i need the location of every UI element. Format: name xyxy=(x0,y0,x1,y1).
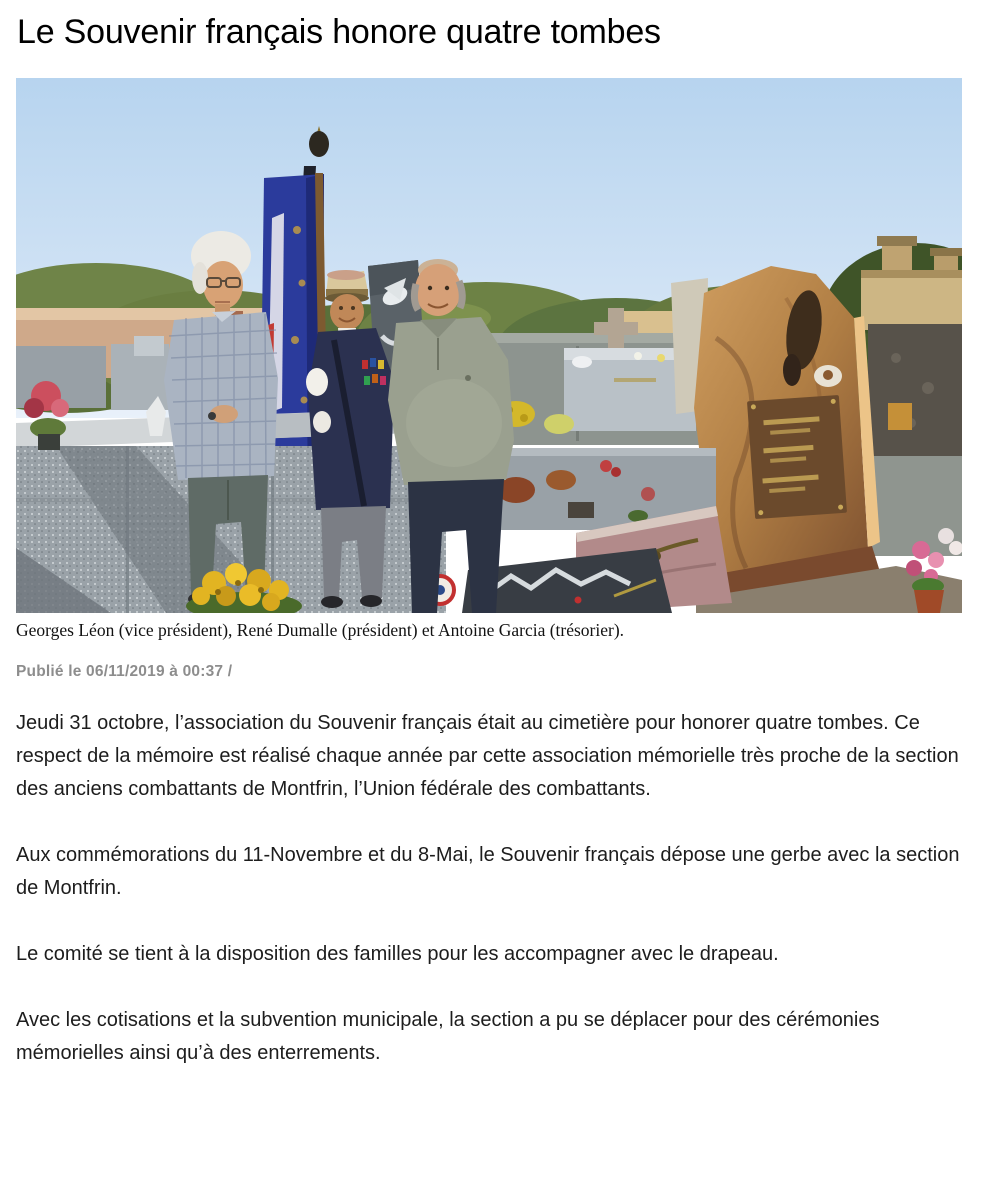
article-photo-figure xyxy=(16,78,986,642)
article-paragraph-4: Avec les cotisations et la subvention municipale, la section a pu se déplacer pour des cérémonies mémorielles ainsi qu’à des enterrements. xyxy=(16,1008,880,1064)
published-date: Publié le 06/11/2019 à 00:37 / xyxy=(16,662,233,680)
article-paragraph-3: Le comité se tient à la disposition des familles pour les accompagner avec le drapeau. xyxy=(16,942,779,965)
article-paragraph-2: Aux commémorations du 11-Novembre et du 8-Mai, le Souvenir français dépose une gerbe avec la section de Montfrin. xyxy=(16,843,960,899)
article-body xyxy=(16,707,968,1070)
article-paragraph-1: Jeudi 31 octobre, l’association du Souvenir français était au cimetière pour honorer quatre tombes. Ce respect de la mémoire est réalisé chaque année par cette association mémorielle très proche de la section des anciens combattants de Montfrin, l’Union fédérale des combattants. xyxy=(16,711,959,800)
cemetery-photo xyxy=(16,78,962,613)
article-title: Le Souvenir français honore quatre tombes xyxy=(17,13,661,51)
photo-caption: Georges Léon (vice président), René Dumalle (président) et Antoine Garcia (trésorier). xyxy=(16,620,625,641)
